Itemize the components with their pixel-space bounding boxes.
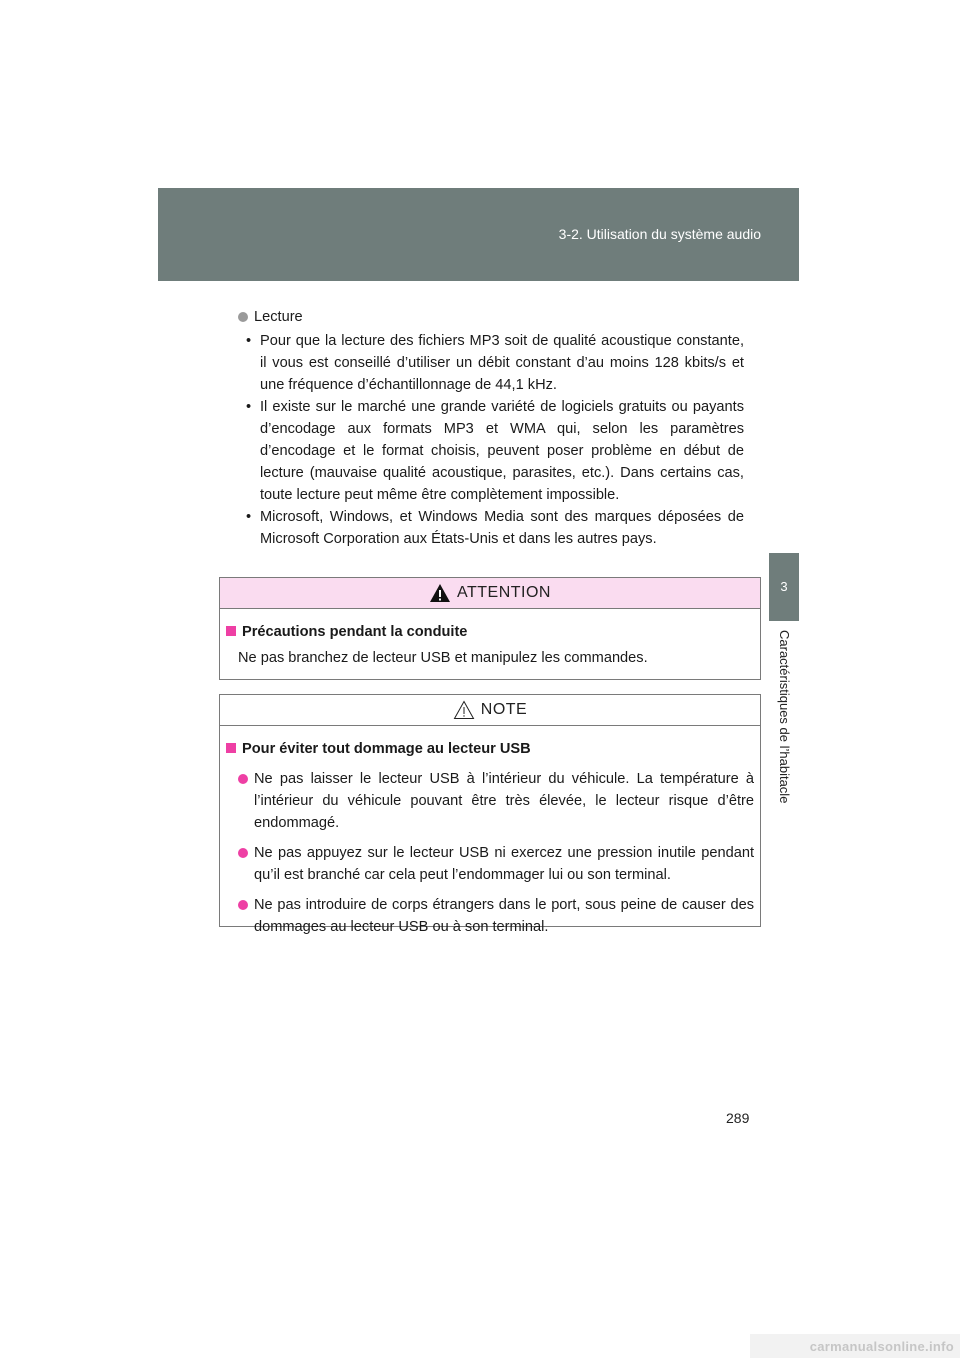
- caution-icon: [453, 700, 475, 720]
- page-header: [158, 188, 799, 281]
- lecture-list: [238, 330, 744, 550]
- attention-subtitle: Précautions pendant la conduite: [226, 621, 754, 643]
- lecture-heading: [238, 306, 744, 328]
- page-number: 289: [726, 1110, 750, 1126]
- note-heading: NOTE: [480, 701, 528, 718]
- attention-body: [220, 609, 760, 683]
- chapter-label: Caractéristiques de l’habitacle: [777, 630, 792, 804]
- lecture-title: Lecture: [254, 309, 303, 325]
- watermark: carmanualsonline.info: [809, 1339, 954, 1354]
- list-item: Ne pas laisser le lecteur USB à l’intérieur du véhicule. La température à l’intérieur du véhicule pouvant être très élevée, le lecteur risque d’être endommagé.: [226, 768, 754, 834]
- bullet-dot-icon: [238, 848, 248, 858]
- square-bullet-icon: [226, 626, 236, 636]
- attention-heading: ATTENTION: [457, 584, 551, 601]
- note-box: [219, 694, 761, 935]
- bullet-dot-icon: [238, 774, 248, 784]
- attention-header: [220, 578, 760, 609]
- section-title: 3-2. Utilisation du système audio: [558, 226, 761, 242]
- note-body: [220, 726, 760, 952]
- list-item: • Microsoft, Windows, et Windows Media sont des marques déposées de Microsoft Corporation aux États-Unis et dans les autres pays.: [238, 506, 744, 550]
- chapter-number: 3: [780, 579, 788, 594]
- bullet-dot-icon: [238, 900, 248, 910]
- attention-box: [219, 577, 761, 680]
- list-item: Ne pas appuyez sur le lecteur USB ni exercez une pression inutile pendant qu’il est branché car cela peut l’endommager lui ou son terminal.: [226, 842, 754, 886]
- chapter-tab: [769, 553, 799, 621]
- lecture-section: [238, 306, 744, 550]
- square-bullet-icon: [226, 743, 236, 753]
- list-item: Ne pas introduire de corps étrangers dans le port, sous peine de causer des dommages au lecteur USB ou à son terminal.: [226, 894, 754, 938]
- list-item: • Il existe sur le marché une grande variété de logiciels gratuits ou payants d’encodage aux formats MP3 et WMA qui, selon les paramètres d’encodage et le format choisis, peuvent poser problème en début de lecture (mauvaise qualité acoustique, parasites, etc.). Dans certains cas, toute lecture peut même être complètement impossible.: [238, 396, 744, 506]
- attention-text: Ne pas branchez de lecteur USB et manipulez les commandes.: [238, 650, 648, 666]
- warning-icon: [429, 583, 451, 603]
- bullet-dot-icon: [238, 312, 248, 322]
- list-item: • Pour que la lecture des fichiers MP3 soit de qualité acoustique constante, il vous est conseillé d’utiliser un débit constant d’au moins 128 kbits/s et une fréquence d’échantillonnage de 44,1 kHz.: [238, 330, 744, 396]
- note-header: [220, 695, 760, 726]
- note-subtitle: Pour éviter tout dommage au lecteur USB: [226, 738, 754, 760]
